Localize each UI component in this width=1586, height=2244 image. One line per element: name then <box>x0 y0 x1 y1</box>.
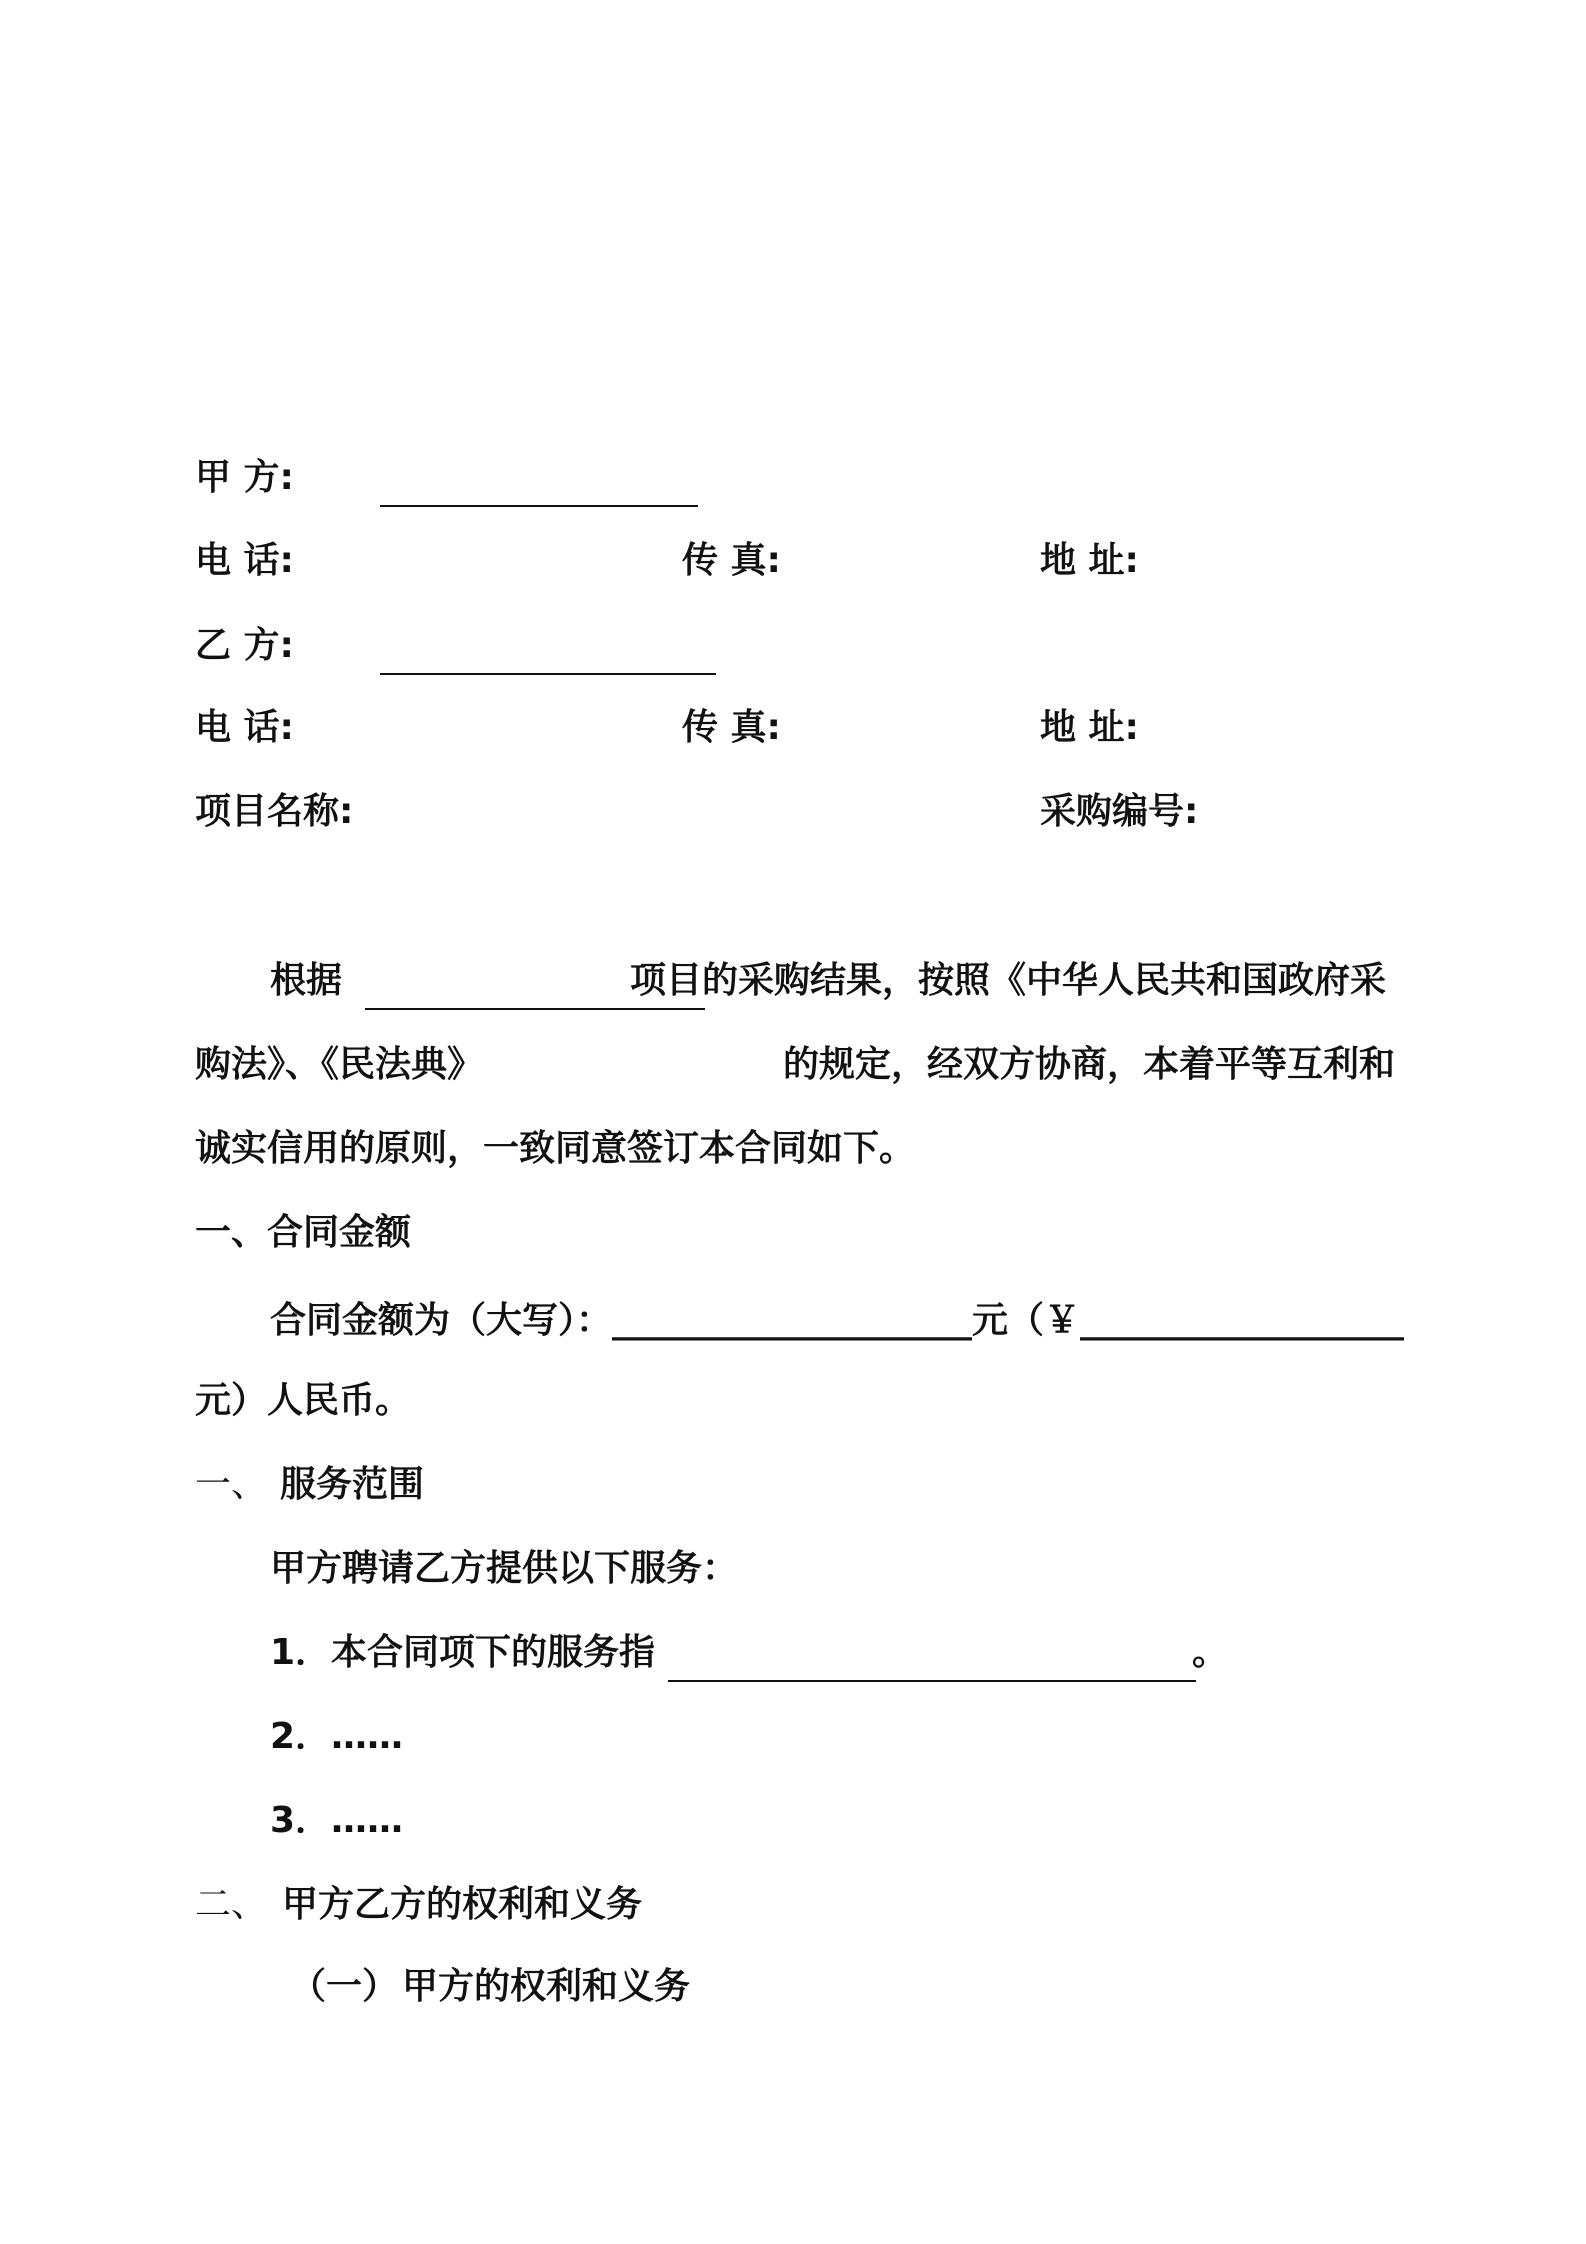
section-rights-number: 二、 <box>195 1884 268 1925</box>
service-description-blank[interactable] <box>668 1680 1196 1682</box>
amount-line2: 元）人民币。 <box>195 1380 412 1421</box>
subsection-heading: 甲方的权利和义务 <box>402 1966 691 2007</box>
preamble-line1-start: 根据 <box>270 960 343 1001</box>
scope-intro: 甲方聘请乙方提供以下服务： <box>270 1548 739 1589</box>
amount-label: 合同金额为（大写）： <box>270 1300 613 1341</box>
preamble-line1-end: 项目的采购结果，按照《中华人民共和国政府采 <box>630 960 1387 1001</box>
preamble-line2-end: 的规定，经双方协商，本着平等互利和 <box>783 1044 1396 1085</box>
amount-words-blank[interactable]: ____________________ <box>612 1300 973 1341</box>
amount-line1 <box>270 1301 1404 1341</box>
scope-item-1-end: 。 <box>1192 1632 1229 1673</box>
party-a-address-label: 地 址: <box>1040 540 1139 581</box>
procurement-no-label: 采购编号: <box>1040 791 1199 832</box>
party-a-label: 甲 方: <box>195 457 294 498</box>
amount-yuan-label: 元（￥ <box>972 1300 1081 1341</box>
project-blank[interactable] <box>365 1008 705 1010</box>
party-a-blank[interactable] <box>380 505 698 507</box>
party-b-blank[interactable] <box>380 673 716 675</box>
party-b-phone-label: 电 话: <box>195 707 294 748</box>
scope-item-1: 1．本合同项下的服务指 <box>270 1632 656 1673</box>
party-b-label: 乙 方: <box>195 625 294 666</box>
party-a-fax-label: 传 真: <box>682 540 781 581</box>
section-amount-heading: 一、合同金额 <box>195 1212 412 1253</box>
preamble-line3: 诚实信用的原则，一致同意签订本合同如下。 <box>195 1128 916 1169</box>
subsection-number: （一） <box>290 1966 399 2007</box>
scope-item-2: 2．…… <box>270 1716 404 1757</box>
section-scope-heading: 服务范围 <box>280 1464 425 1505</box>
preamble-line2-start: 购法》、《民法典》 <box>195 1044 484 1085</box>
project-name-label: 项目名称: <box>195 791 354 832</box>
section-scope-number: 一、 <box>195 1464 268 1505</box>
party-a-phone-label: 电 话: <box>195 540 294 581</box>
section-rights-heading: 甲方乙方的权利和义务 <box>282 1884 643 1925</box>
party-b-fax-label: 传 真: <box>682 707 781 748</box>
scope-item-3: 3．…… <box>270 1800 404 1841</box>
party-b-address-label: 地 址: <box>1040 707 1139 748</box>
amount-figures-blank[interactable]: __________________ <box>1080 1300 1405 1341</box>
